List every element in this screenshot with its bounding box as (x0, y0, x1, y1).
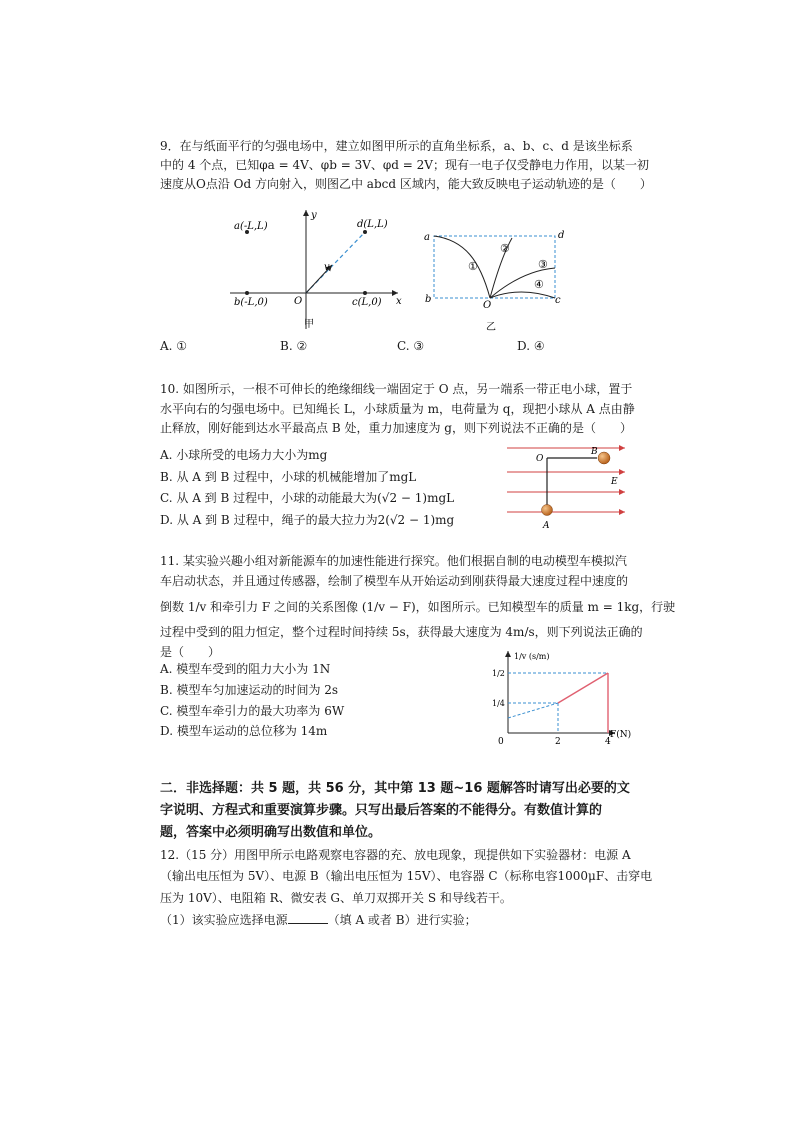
y-tick-label: 1/4 (492, 699, 505, 708)
point-a-label: A (543, 521, 550, 531)
q9-figure-jia (220, 205, 410, 335)
section2-line-1: 二．非选择题：共 5 题，共 56 分，其中第 13 题~16 题解答时请写出必要的文 (160, 781, 630, 796)
point-c-label: c (555, 295, 561, 306)
point-d-label: d(L,L) (357, 219, 388, 230)
q11-line-2: 车启动状态，并且通过传感器，绘制了模型车从开始运动到刚获得最大速度过程中速度的 (160, 574, 629, 588)
curve-1-label: ① (468, 260, 478, 273)
q10-option-d: D. 从 A 到 B 过程中，绳子的最大拉力为2(√2 − 1)mg (160, 513, 455, 527)
curve-2-label: ② (500, 242, 510, 255)
answer-blank[interactable] (288, 912, 328, 924)
q9-line-3: 速度从O点沿 Od 方向射入，则图乙中 abcd 区域内，能大致反映电子运动轨迹的是（ ） (160, 177, 652, 191)
x-tick-label: 0 (498, 737, 504, 745)
q9-option-c: C. ③ (397, 339, 425, 353)
q9-line-2: 中的 4 个点，已知φa = 4V、φb = 3V、φd = 2V；现有一电子仅受静电力作用，以某一初 (160, 158, 649, 172)
q10-option-a: A. 小球所受的电场力大小为mg (160, 448, 328, 462)
x-axis-label: x (396, 296, 402, 307)
q11-option-b: B. 模型车匀加速运动的时间为 2s (160, 683, 339, 697)
point-c-label: c(L,0) (352, 297, 382, 308)
q12-sub1 (160, 912, 477, 928)
point-b-label: B (591, 447, 598, 457)
q11-chart (490, 645, 640, 745)
q9-option-a: A. ① (160, 339, 188, 353)
section2-line-2: 字说明、方程式和重要演算步骤。只写出最后答案的不能得分。有数值计算的 (160, 803, 603, 818)
x-tick-label: 2 (555, 737, 561, 745)
q10-option-c: C. 从 A 到 B 过程中，小球的动能最大为(√2 − 1)mgL (160, 491, 455, 505)
q10-line-1: 10. 如图所示，一根不可伸长的绝缘细线一端固定于 O 点，另一端系一带正电小球，置于 (160, 382, 633, 396)
q12-line-1: 12.（15 分）用图甲所示电路观察电容器的充、放电现象，现提供如下实验器材：电源 A (160, 848, 631, 862)
q11-option-c: C. 模型车牵引力的最大功率为 6W (160, 704, 345, 718)
q11-line-1: 11. 某实验兴趣小组对新能源车的加速性能进行探究。他们根据自制的电动模型车模拟汽 (160, 554, 627, 568)
y-axis-label: y (311, 210, 317, 221)
x-axis-label: F(N) (610, 730, 632, 740)
point-b-label: b (425, 294, 432, 305)
origin-label: O (483, 300, 492, 311)
point-a-label: a(-L,L) (234, 221, 268, 232)
curve-4-label: ④ (534, 278, 544, 291)
q11-line-4: 过程中受到的阻力恒定，整个过程时间持续 5s，获得最大速度为 4m/s，则下列说法正确的 (160, 625, 643, 639)
q11-line-5: 是（ ） (160, 645, 221, 659)
q9-line-1: 9．在与纸面平行的匀强电场中，建立如图甲所示的直角坐标系，a、b、c、d 是该坐标系 (160, 139, 633, 153)
point-d-label: d (558, 230, 565, 241)
y-tick-label: 1/2 (492, 669, 505, 678)
q11-line-3: 倒数 1/v 和牵引力 F 之间的关系图像 (1/v − F)，如图所示。已知模型车的质量 m = 1kg，行驶 (160, 600, 676, 614)
velocity-label: v (324, 262, 330, 273)
section2-line-3: 题，答案中必须明确写出数值和单位。 (160, 825, 382, 840)
x-tick-label: 4 (605, 737, 611, 745)
q12-sub1-suffix: （填 A 或者 B）进行实验； (327, 913, 477, 927)
q9-figure-yi (420, 226, 570, 338)
q12-line-2: （输出电压恒为 5V）、电源 B（输出电压恒为 15V）、电容器 C（标称电容1000μF、击穿电 (160, 869, 653, 883)
curve-3-label: ③ (538, 258, 548, 271)
field-e-label: E (611, 477, 618, 487)
q12-sub1-prefix: （1）该实验应选择电源 (160, 913, 288, 927)
origin-label: O (294, 296, 303, 307)
q9-option-b: B. ② (280, 339, 308, 353)
q10-figure (505, 440, 630, 532)
guide-extension (508, 703, 558, 718)
q9-option-d: D. ④ (517, 339, 545, 353)
caption-jia: 甲 (304, 319, 314, 330)
caption-yi: 乙 (486, 322, 496, 333)
point-a-label: a (424, 232, 430, 243)
q11-option-d: D. 模型车运动的总位移为 14m (160, 724, 328, 738)
q10-option-b: B. 从 A 到 B 过程中，小球的机械能增加了mgL (160, 470, 417, 484)
q10-line-2: 水平向右的匀强电场中。已知绳长 L，小球质量为 m，电荷量为 q，现把小球从 A 点由静 (160, 402, 635, 416)
point-b-label: b(-L,0) (234, 297, 268, 308)
q12-line-3: 压为 10V）、电阻箱 R、微安表 G、单刀双掷开关 S 和导线若干。 (160, 891, 512, 905)
q11-option-a: A. 模型车受到的阻力大小为 1N (160, 662, 331, 676)
q10-line-3: 止释放，刚好能到达水平最高点 B 处，重力加速度为 g，则下列说法不正确的是（ ） (160, 421, 632, 435)
y-axis-label: 1/v (s/m) (514, 652, 550, 661)
series-line-sloped (558, 673, 608, 703)
pivot-o-label: O (536, 454, 544, 464)
